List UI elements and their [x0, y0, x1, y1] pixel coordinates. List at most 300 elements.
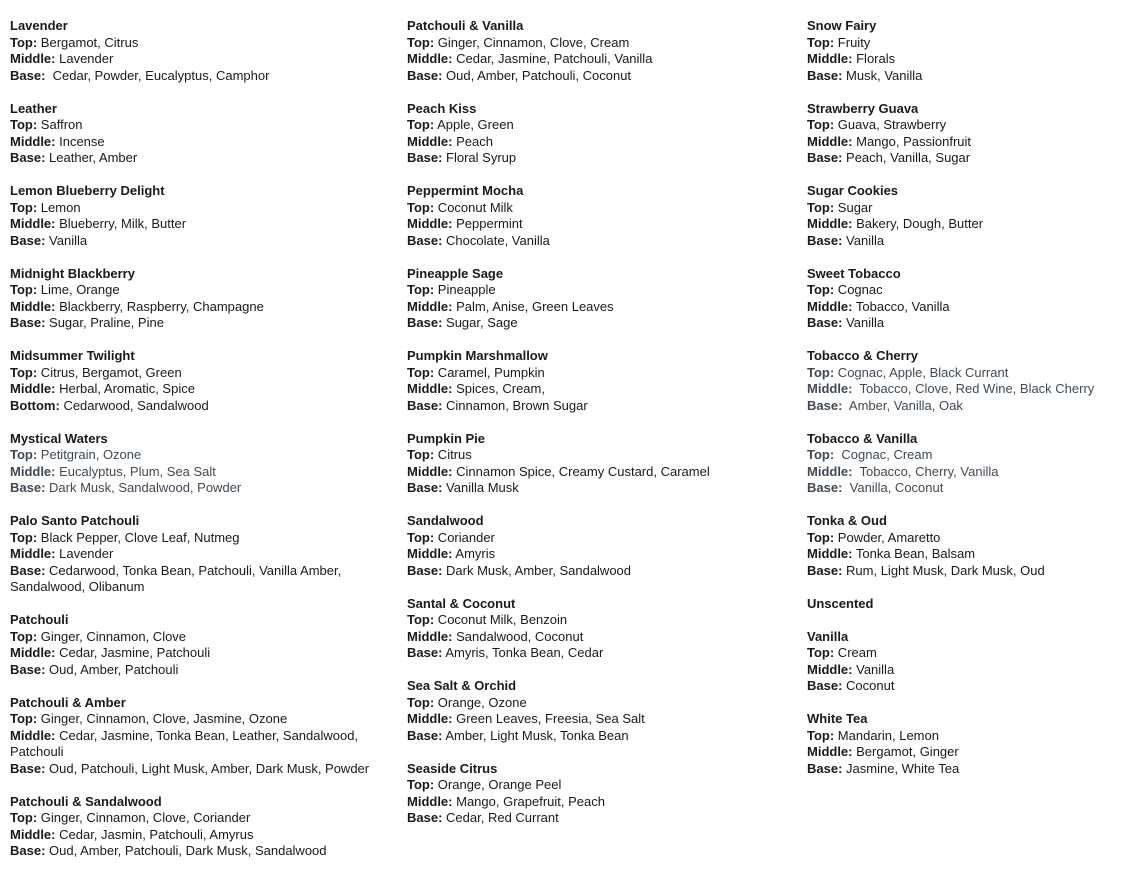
fragrance-entry — [10, 101, 395, 167]
note-label: Base: — [10, 562, 46, 578]
note-label: Middle: — [10, 546, 56, 561]
fragrance-name: Patchouli & Vanilla — [407, 18, 524, 33]
note-label: Top: — [10, 447, 38, 462]
note-label: Top: — [807, 529, 835, 545]
note-line — [807, 282, 1139, 299]
note-label: Top: — [807, 117, 835, 132]
note-value: Amyris, Tonka Bean, Cedar — [442, 645, 604, 660]
fragrance-name: Patchouli & Sandalwood — [10, 793, 162, 809]
note-value: Leather, Amber — [45, 150, 138, 165]
note-label: Top: — [407, 529, 435, 545]
note-line — [407, 35, 790, 52]
note-label: Base: — [10, 232, 46, 248]
fragrance-entry — [10, 348, 395, 414]
note-label: Top: — [407, 199, 435, 215]
note-line — [407, 134, 790, 151]
note-value: Orange, Ozone — [434, 694, 527, 710]
note-label: Base: — [807, 678, 843, 693]
note-label: Middle: — [407, 463, 453, 479]
note-line — [407, 810, 790, 827]
fragrance-name: Vanilla — [807, 628, 849, 644]
note-line — [407, 365, 790, 382]
note-line — [807, 134, 1139, 151]
note-value: Cedar, Jasmine, Tonka Bean, Leather, Sandalwood, Patchouli — [10, 727, 362, 759]
note-label: Middle: — [10, 51, 56, 66]
note-value: Jasmine, White Tea — [842, 760, 960, 776]
fragrance-entry — [10, 266, 395, 332]
note-value: Chocolate, Vanilla — [442, 232, 550, 248]
note-value: Blueberry, Milk, Butter — [55, 216, 187, 231]
fragrance-name: Mystical Waters — [10, 430, 108, 446]
note-label: Middle: — [10, 216, 56, 231]
fragrance-entry — [807, 629, 1139, 695]
note-label: Bottom: — [10, 397, 60, 413]
fragrance-name: Tobacco & Cherry — [807, 348, 919, 363]
note-value: Tobacco, Cherry, Vanilla — [852, 463, 999, 479]
note-line — [807, 216, 1139, 233]
note-label: Top: — [407, 447, 435, 462]
note-value: Sandalwood, Coconut — [452, 628, 584, 644]
note-line — [10, 51, 395, 68]
note-label: Middle: — [10, 133, 56, 149]
note-line — [10, 447, 395, 464]
fragrance-entry — [807, 18, 1139, 84]
note-value: Eucalyptus, Plum, Sea Salt — [55, 463, 216, 479]
note-label: Base: — [407, 645, 443, 660]
note-value: Green Leaves, Freesia, Sea Salt — [452, 711, 645, 726]
fragrance-name: Sugar Cookies — [807, 183, 899, 198]
note-label: Base: — [807, 315, 843, 330]
note-label: Base: — [407, 67, 443, 83]
note-label: Middle: — [807, 381, 853, 396]
note-value: Powder, Amaretto — [834, 529, 941, 545]
note-value: Ginger, Cinnamon, Clove, Coriander — [37, 810, 251, 825]
note-value: Amber, Light Musk, Tonka Bean — [442, 727, 629, 743]
note-value: Fruity — [834, 34, 871, 50]
fragrance-entry — [10, 183, 395, 249]
note-line — [807, 150, 1139, 167]
note-value: Tobacco, Vanilla — [852, 298, 950, 314]
note-line — [10, 398, 395, 415]
note-label: Middle: — [10, 727, 56, 743]
fragrance-entry — [407, 266, 790, 332]
note-label: Middle: — [407, 298, 453, 314]
note-label: Top: — [10, 199, 38, 215]
note-line — [10, 645, 395, 662]
note-line — [807, 728, 1139, 745]
fragrance-name: Lavender — [10, 18, 68, 33]
fragrance-entry — [10, 18, 395, 84]
column-3 — [807, 18, 1139, 794]
note-line — [407, 728, 790, 745]
note-label: Base: — [807, 67, 843, 83]
note-label: Middle: — [807, 546, 853, 561]
note-line — [10, 761, 395, 778]
note-line — [407, 381, 790, 398]
fragrance-entry — [407, 348, 790, 414]
note-value: Tonka Bean, Balsam — [852, 546, 976, 561]
note-line — [807, 744, 1139, 761]
note-value: Coconut — [842, 678, 895, 693]
note-line — [807, 761, 1139, 778]
note-line — [10, 68, 395, 85]
note-value: Musk, Vanilla — [842, 67, 923, 83]
note-line — [807, 233, 1139, 250]
note-label: Middle: — [407, 793, 453, 809]
note-value: Oud, Amber, Patchouli, Coconut — [442, 67, 632, 83]
note-value: Bergamot, Ginger — [852, 744, 959, 759]
fragrance-entry — [10, 513, 395, 596]
note-line — [807, 381, 1139, 398]
note-value: Vanilla, Coconut — [842, 480, 944, 495]
note-line — [407, 777, 790, 794]
fragrance-name: Pumpkin Pie — [407, 430, 486, 446]
note-line — [10, 299, 395, 316]
note-value: Lemon — [37, 199, 81, 215]
note-line — [407, 530, 790, 547]
note-line — [807, 530, 1139, 547]
fragrance-entry — [10, 612, 395, 678]
note-value: Palm, Anise, Green Leaves — [452, 298, 614, 314]
fragrance-name: Midnight Blackberry — [10, 265, 135, 281]
note-line — [10, 117, 395, 134]
note-value: Coriander — [434, 529, 495, 545]
note-label: Base: — [407, 727, 443, 743]
note-label: Top: — [407, 364, 435, 380]
note-value: Cream — [834, 645, 877, 660]
note-value: Vanilla — [45, 232, 88, 248]
note-label: Middle: — [407, 381, 453, 396]
note-line — [407, 447, 790, 464]
note-line — [10, 480, 395, 497]
note-value: Lavender — [55, 546, 114, 561]
note-line — [407, 315, 790, 332]
fragrance-name: Patchouli — [10, 612, 69, 627]
fragrance-name: Seaside Citrus — [407, 760, 498, 776]
note-value: Vanilla — [842, 315, 885, 330]
note-line — [807, 662, 1139, 679]
note-line — [407, 68, 790, 85]
note-label: Top: — [10, 711, 38, 726]
note-label: Base: — [807, 150, 843, 165]
note-value: Peach — [452, 133, 493, 149]
note-label: Top: — [10, 529, 38, 545]
note-value: Lime, Orange — [37, 282, 120, 297]
note-line — [10, 810, 395, 827]
note-value: Ginger, Cinnamon, Clove, Cream — [434, 34, 630, 50]
note-label: Middle: — [407, 51, 453, 66]
note-label: Top: — [10, 117, 38, 132]
fragrance-entry — [10, 431, 395, 497]
note-line — [807, 480, 1139, 497]
note-value: Lavender — [55, 51, 114, 66]
fragrance-entry — [407, 101, 790, 167]
note-label: Base: — [407, 150, 443, 165]
note-line — [407, 480, 790, 497]
note-label: Base: — [10, 661, 46, 677]
note-line — [807, 447, 1139, 464]
fragrance-name: Sandalwood — [407, 513, 484, 528]
fragrance-entry — [407, 18, 790, 84]
fragrance-entry — [807, 183, 1139, 249]
note-line — [407, 629, 790, 646]
note-value: Floral Syrup — [442, 150, 517, 165]
note-line — [10, 365, 395, 382]
note-line — [407, 612, 790, 629]
note-label: Middle: — [807, 51, 853, 66]
note-label: Top: — [10, 282, 38, 297]
note-line — [407, 645, 790, 662]
note-label: Top: — [407, 777, 435, 792]
note-line — [407, 117, 790, 134]
note-value: Cedar, Red Currant — [442, 810, 559, 825]
note-value: Black Pepper, Clove Leaf, Nutmeg — [37, 529, 240, 545]
note-line — [407, 233, 790, 250]
column-1 — [10, 18, 395, 876]
fragrance-name: Tonka & Oud — [807, 513, 887, 528]
note-line — [10, 464, 395, 481]
note-label: Base: — [10, 315, 46, 330]
note-value: Saffron — [37, 117, 83, 132]
note-line — [407, 200, 790, 217]
note-value: Cinnamon Spice, Creamy Custard, Caramel — [452, 463, 710, 479]
fragrance-name: White Tea — [807, 711, 868, 726]
note-line — [807, 464, 1139, 481]
note-label: Middle: — [407, 628, 453, 644]
note-label: Base: — [10, 67, 46, 83]
note-line — [807, 546, 1139, 563]
note-value: Bergamot, Citrus — [37, 34, 139, 50]
note-line — [807, 200, 1139, 217]
note-line — [10, 200, 395, 217]
note-label: Top: — [807, 364, 835, 380]
column-2 — [407, 18, 790, 843]
note-value: Amyris — [452, 546, 496, 561]
note-line — [10, 629, 395, 646]
note-value: Oud, Amber, Patchouli, Dark Musk, Sandalwood — [45, 843, 327, 858]
fragrance-entry — [407, 761, 790, 827]
fragrance-entry — [407, 513, 790, 579]
fragrance-name: Strawberry Guava — [807, 100, 919, 116]
note-line — [10, 563, 395, 596]
fragrance-name: Sweet Tobacco — [807, 265, 901, 281]
note-label: Top: — [407, 117, 435, 132]
note-line — [10, 381, 395, 398]
note-line — [10, 546, 395, 563]
note-line — [10, 150, 395, 167]
note-value: Dark Musk, Sandalwood, Powder — [45, 480, 242, 495]
note-value: Cedar, Powder, Eucalyptus, Camphor — [45, 67, 270, 83]
note-label: Top: — [10, 34, 38, 50]
note-line — [807, 365, 1139, 382]
fragrance-entry — [807, 513, 1139, 579]
note-value: Herbal, Aromatic, Spice — [55, 381, 195, 396]
note-line — [807, 35, 1139, 52]
note-value: Cedarwood, Sandalwood — [59, 397, 209, 413]
fragrance-entry — [807, 431, 1139, 497]
note-label: Top: — [407, 34, 435, 50]
fragrance-name: Snow Fairy — [807, 18, 877, 33]
note-line — [407, 464, 790, 481]
note-value: Caramel, Pumpkin — [434, 364, 545, 380]
note-label: Top: — [407, 612, 435, 627]
note-label: Base: — [10, 843, 46, 858]
note-value: Oud, Amber, Patchouli — [45, 661, 179, 677]
note-value: Cognac, Cream — [834, 447, 933, 462]
note-label: Base: — [407, 810, 443, 825]
note-line — [10, 315, 395, 332]
fragrance-name: Patchouli & Amber — [10, 694, 126, 710]
note-label: Middle: — [10, 645, 56, 660]
note-label: Middle: — [807, 463, 853, 479]
fragrance-name: Palo Santo Patchouli — [10, 513, 140, 528]
note-line — [10, 216, 395, 233]
note-label: Base: — [807, 232, 843, 248]
note-value: Cedar, Jasmin, Patchouli, Amyrus — [55, 826, 254, 842]
note-line — [807, 398, 1139, 415]
fragrance-entry — [807, 266, 1139, 332]
note-line — [407, 794, 790, 811]
note-value: Vanilla Musk — [442, 480, 519, 495]
fragrance-entry — [407, 596, 790, 662]
note-label: Top: — [407, 282, 435, 297]
note-value: Spices, Cream, — [452, 381, 545, 396]
note-line — [407, 150, 790, 167]
note-label: Middle: — [10, 298, 56, 314]
fragrance-name: Pumpkin Marshmallow — [407, 348, 548, 363]
note-value: Rum, Light Musk, Dark Musk, Oud — [842, 562, 1045, 578]
note-label: Base: — [10, 150, 46, 165]
note-line — [807, 645, 1139, 662]
fragrance-entry — [407, 183, 790, 249]
note-line — [407, 216, 790, 233]
note-value: Sugar — [834, 199, 873, 215]
note-line — [10, 530, 395, 547]
note-value: Florals — [852, 51, 896, 66]
note-line — [10, 843, 395, 860]
note-label: Middle: — [10, 381, 56, 396]
note-line — [407, 695, 790, 712]
note-value: Orange, Orange Peel — [434, 777, 562, 792]
note-line — [807, 678, 1139, 695]
note-label: Middle: — [407, 133, 453, 149]
note-value: Peach, Vanilla, Sugar — [842, 150, 971, 165]
note-label: Top: — [407, 694, 435, 710]
note-label: Top: — [807, 199, 835, 215]
note-value: Incense — [55, 133, 105, 149]
note-line — [407, 563, 790, 580]
fragrance-entry — [10, 794, 395, 860]
note-label: Base: — [807, 760, 843, 776]
fragrance-name: Midsummer Twilight — [10, 348, 135, 363]
fragrance-entry — [407, 431, 790, 497]
fragrance-entry — [807, 711, 1139, 777]
note-label: Top: — [807, 727, 835, 743]
fragrance-name: Leather — [10, 100, 57, 116]
note-value: Mango, Grapefruit, Peach — [452, 793, 605, 809]
note-line — [807, 563, 1139, 580]
note-value: Vanilla — [852, 661, 895, 677]
note-label: Base: — [10, 760, 46, 776]
note-label: Middle: — [807, 298, 853, 314]
note-label: Top: — [10, 810, 38, 825]
note-line — [10, 728, 395, 761]
note-value: Guava, Strawberry — [834, 117, 947, 132]
note-label: Top: — [807, 282, 835, 297]
fragrance-name: Pineapple Sage — [407, 265, 504, 281]
note-label: Base: — [807, 397, 843, 413]
note-label: Base: — [807, 562, 843, 578]
note-label: Base: — [807, 480, 843, 495]
note-value: Coconut Milk, Benzoin — [434, 612, 568, 627]
note-line — [807, 68, 1139, 85]
note-line — [10, 134, 395, 151]
note-value: Vanilla — [842, 232, 885, 248]
note-line — [10, 662, 395, 679]
note-value: Citrus, Bergamot, Green — [37, 364, 182, 380]
note-value: Petitgrain, Ozone — [37, 447, 142, 462]
note-value: Oud, Patchouli, Light Musk, Amber, Dark Musk, Powder — [45, 760, 370, 776]
note-label: Base: — [407, 562, 443, 578]
note-value: Cedarwood, Tonka Bean, Patchouli, Vanilla Amber, Sandalwood, Olibanum — [10, 562, 345, 594]
note-label: Middle: — [807, 661, 853, 677]
note-line — [10, 282, 395, 299]
note-value: Apple, Green — [434, 117, 514, 132]
note-value: Blackberry, Raspberry, Champagne — [55, 298, 264, 314]
fragrance-entry — [807, 596, 1139, 613]
note-value: Dark Musk, Amber, Sandalwood — [442, 562, 632, 578]
fragrance-entry — [407, 678, 790, 744]
note-value: Cognac — [834, 282, 883, 297]
note-value: Sugar, Praline, Pine — [45, 315, 164, 330]
note-line — [10, 233, 395, 250]
note-value: Cedar, Jasmine, Patchouli, Vanilla — [452, 51, 653, 66]
note-value: Ginger, Cinnamon, Clove, Jasmine, Ozone — [37, 711, 288, 726]
note-label: Top: — [10, 364, 38, 380]
note-value: Sugar, Sage — [442, 315, 518, 330]
fragrance-name: Lemon Blueberry Delight — [10, 183, 165, 198]
note-label: Middle: — [807, 133, 853, 149]
note-value: Cinnamon, Brown Sugar — [442, 397, 588, 413]
note-label: Base: — [407, 315, 443, 330]
note-label: Top: — [807, 34, 835, 50]
note-line — [407, 546, 790, 563]
fragrance-entry — [807, 348, 1139, 414]
note-value: Coconut Milk — [434, 199, 513, 215]
note-line — [407, 282, 790, 299]
fragrance-name: Peppermint Mocha — [407, 183, 524, 198]
note-label: Base: — [407, 232, 443, 248]
note-value: Tobacco, Clove, Red Wine, Black Cherry — [852, 381, 1095, 396]
note-label: Base: — [407, 397, 443, 413]
note-line — [407, 299, 790, 316]
note-label: Base: — [407, 480, 443, 495]
fragrance-name: Tobacco & Vanilla — [807, 430, 918, 446]
note-label: Middle: — [10, 463, 56, 479]
fragrance-name: Sea Salt & Orchid — [407, 678, 517, 693]
fragrance-entry — [807, 101, 1139, 167]
note-line — [407, 711, 790, 728]
note-line — [807, 117, 1139, 134]
note-label: Middle: — [407, 216, 453, 231]
note-value: Amber, Vanilla, Oak — [842, 397, 963, 413]
note-value: Pineapple — [434, 282, 496, 297]
note-value: Peppermint — [452, 216, 523, 231]
note-value: Mango, Passionfruit — [852, 133, 972, 149]
note-label: Top: — [807, 447, 835, 462]
note-value: Citrus — [434, 447, 472, 462]
fragrance-name: Unscented — [807, 595, 874, 611]
